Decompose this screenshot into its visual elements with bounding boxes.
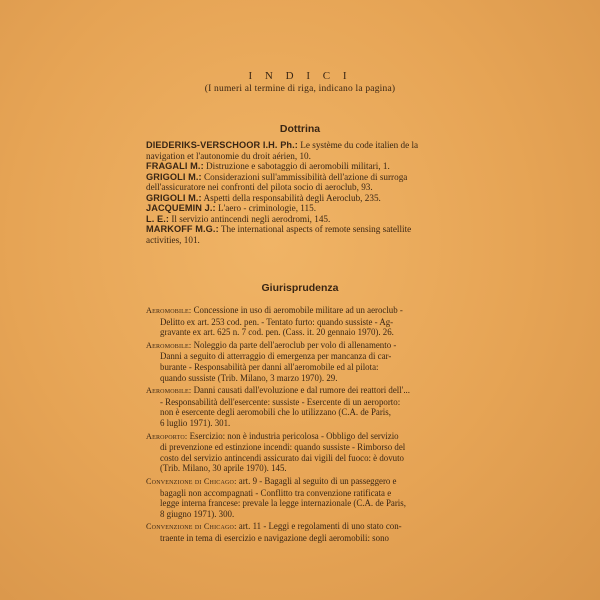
- entry-text: traente in tema di esercizio e navigazione degli aeromobili: sono: [160, 532, 389, 543]
- entry-keyword: Convenzione di Chicago:: [146, 522, 237, 532]
- list-item: [146, 214, 464, 225]
- entry-text: di prevenzione ed estinzione incendi: quando sussiste - Rimborso del: [160, 442, 406, 453]
- entry-author: MARKOFF M.G.:: [146, 224, 219, 234]
- page-heading: I N D I C I: [248, 70, 352, 82]
- list-item: [146, 340, 464, 383]
- entry-text: (Trib. Milano, 30 aprile 1970). 145.: [160, 463, 287, 474]
- entry-text: gravante ex art. 625 n. 7 cod. pen. (Cass. it. 20 gennaio 1970). 26.: [160, 327, 394, 338]
- entry-text: quando sussiste (Trib. Milano, 3 marzo 1970). 29.: [160, 372, 338, 383]
- entry-text: activities, 101.: [146, 234, 200, 245]
- list-item: [146, 193, 464, 204]
- section-title-giurisprudenza: Giurisprudenza: [261, 282, 339, 294]
- list-item: [146, 385, 464, 428]
- entry-text: Il servizio antincendi negli aerodromi, 145.: [171, 213, 331, 224]
- entry-text: Considerazioni sull'ammissibilità dell'azione di surroga: [204, 171, 408, 182]
- entry-author: JACQUEMIN J.:: [146, 203, 216, 213]
- entry-keyword: Aeromobile:: [146, 340, 192, 350]
- entry-keyword: Aeromobile:: [146, 386, 192, 396]
- entry-text: - Responsabilità dell'esercente: sussiste - Esercente di un aeroporto:: [160, 396, 401, 407]
- entry-text: art. 9 - Bagagli al seguito di un passeggero e: [238, 475, 397, 486]
- entry-author: DIEDERIKS-VERSCHOOR I.H. Ph.:: [146, 140, 298, 150]
- entry-text: Danni a seguito di atterraggio di emergenza per mancanza di car-: [160, 351, 392, 362]
- entry-text: 6 luglio 1971). 301.: [160, 417, 231, 428]
- entry-text: bagagli non accompagnati - Conflitto tra convenzione ratificata e: [160, 487, 392, 498]
- entry-text: costo del servizio antincendi assicurato dai vigili del fuoco: è dovuto: [160, 452, 404, 463]
- entry-keyword: Aeroporto:: [146, 431, 188, 441]
- entry-author: GRIGOLI M.:: [146, 192, 202, 203]
- list-item: [146, 521, 464, 543]
- list-item: [146, 172, 464, 193]
- entry-text: Aspetti della responsabilità degli Aeroclub, 235.: [203, 192, 381, 203]
- list-item: [146, 224, 464, 245]
- entry-text: L'aero - criminologie, 115.: [218, 203, 317, 213]
- entry-text: Le système du code italien de la: [300, 140, 419, 150]
- entry-author: GRIGOLI M.:: [146, 171, 202, 182]
- entry-text: Concessione in uso di aeromobile militare ad un aeroclub -: [193, 305, 403, 315]
- list-item: [146, 431, 464, 474]
- page-subheading: (I numeri al termine di riga, indicano la pagina): [204, 84, 396, 94]
- entry-text: Esercizio: non è industria pericolosa - Obbligo del servizio: [189, 430, 399, 441]
- entry-keyword: Convenzione di Chicago:: [146, 476, 237, 486]
- entry-text: Distruzione e sabotaggio di aeromobili militari, 1.: [206, 161, 390, 171]
- entry-text: Danni causati dall'evoluzione e dal rumore dei reattori dell'...: [193, 385, 410, 396]
- entry-text: Delitto ex art. 253 cod. pen. - Tentato furto: quando sussiste - Ag-: [160, 316, 394, 327]
- entry-author: L. E.:: [146, 213, 170, 224]
- dottrina-list: [146, 140, 464, 245]
- entry-text: non è esercente degli aeromobili che lo utilizzano (C.A. de Paris,: [160, 407, 391, 418]
- giurisprudenza-list: [146, 305, 464, 545]
- entry-text: burante - Responsabilità per danni all'aeromobile ed al pilota:: [160, 361, 379, 372]
- list-item: [146, 305, 464, 338]
- entry-text: 8 giugno 1971). 300.: [160, 508, 235, 519]
- list-item: [146, 203, 464, 214]
- entry-text: legge interna francese: prevale la legge internazionale (C.A. de Paris,: [160, 498, 406, 509]
- list-item: [146, 476, 464, 519]
- entry-text: The international aspects of remote sensing satellite: [220, 224, 412, 234]
- entry-text: art. 11 - Leggi e regolamenti di uno stato con-: [238, 521, 402, 532]
- entry-text: Noleggio da parte dell'aeroclub per volo di allenamento -: [193, 339, 397, 350]
- section-title-dottrina: Dottrina: [279, 123, 321, 135]
- entry-text: dell'assicuratore nei confronti del pilota socio di aeroclub, 93.: [146, 182, 373, 192]
- list-item: [146, 140, 464, 161]
- entry-keyword: Aeromobile:: [146, 306, 192, 315]
- list-item: [146, 161, 464, 172]
- entry-text: navigation et l'autonomie du droit aérien, 10.: [146, 150, 311, 161]
- entry-author: FRAGALI M.:: [146, 161, 204, 171]
